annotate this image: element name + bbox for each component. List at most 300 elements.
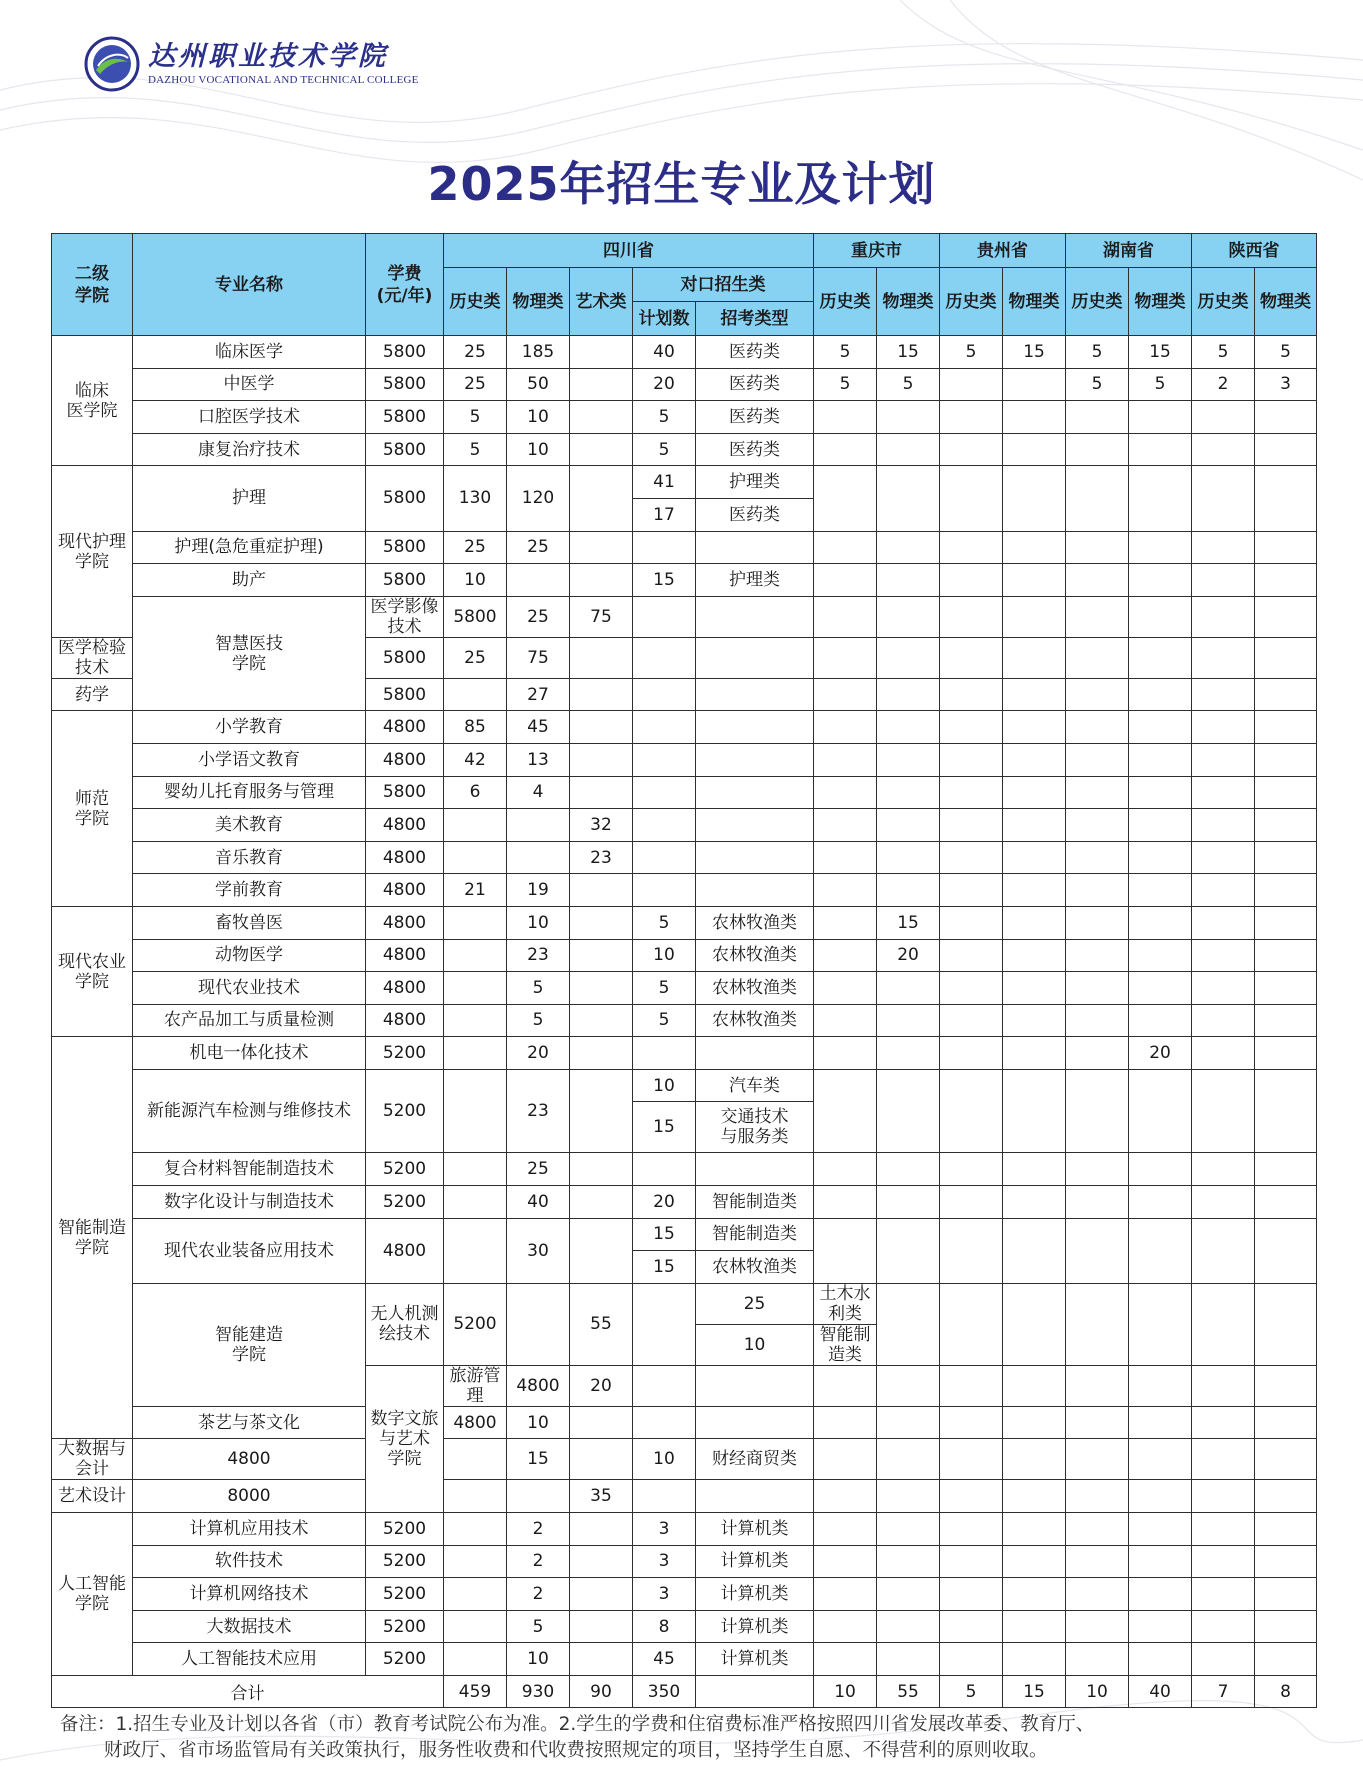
cq-history-cell [814, 433, 877, 466]
gz-history-cell [940, 809, 1003, 842]
hn-physics-cell: 15 [1129, 336, 1192, 369]
table-body [52, 336, 1317, 1676]
dk-plan-cell: 41 [633, 466, 696, 499]
sc-art-cell [570, 776, 633, 809]
sx-physics-cell [1255, 1439, 1317, 1480]
sc-history-cell [444, 1513, 507, 1546]
gz-history-cell [940, 1578, 1003, 1611]
gz-history-cell [1003, 1283, 1066, 1365]
header-sc-art: 艺术类 [570, 268, 633, 336]
sc-history-cell [444, 1610, 507, 1643]
sc-physics-cell: 55 [570, 1283, 633, 1365]
sx-history-cell [1192, 1439, 1255, 1480]
major-cell: 医学影像技术 [366, 596, 444, 637]
sc-history-cell: 10 [444, 564, 507, 597]
dk-plan-cell: 3 [633, 1513, 696, 1546]
sx-history-cell [1192, 711, 1255, 744]
fee-cell: 4800 [366, 743, 444, 776]
sc-art-cell [570, 368, 633, 401]
cq-physics-cell [940, 596, 1003, 637]
sc-art-cell [633, 596, 696, 637]
sx-physics-cell [1255, 809, 1317, 842]
total-sc-art: 90 [570, 1676, 633, 1708]
hn-physics-cell [1129, 531, 1192, 564]
table-row [52, 1643, 1317, 1676]
cq-physics-cell [877, 1480, 940, 1513]
gz-history-cell [1066, 1365, 1129, 1406]
dk-type-cell [696, 743, 814, 776]
sc-physics-cell [507, 1480, 570, 1513]
sc-art-cell [570, 1578, 633, 1611]
gz-physics-cell [1003, 368, 1066, 401]
sc-history-cell [444, 1186, 507, 1219]
hn-physics-cell [1129, 433, 1192, 466]
sc-physics-cell: 50 [507, 368, 570, 401]
sc-art-cell [570, 906, 633, 939]
sc-history-cell [444, 678, 507, 711]
major-cell: 计算机应用技术 [133, 1513, 366, 1546]
sx-history-cell [1255, 1283, 1317, 1365]
cq-history-cell [814, 841, 877, 874]
header-plan-count: 计划数 [633, 302, 696, 336]
sc-history-cell: 25 [444, 368, 507, 401]
hn-history-cell [1192, 1365, 1255, 1406]
sc-physics-cell [570, 1406, 633, 1439]
sc-history-cell: 25 [444, 531, 507, 564]
college-cell: 智能制造 学院 [52, 1037, 133, 1439]
cq-physics-cell [877, 1513, 940, 1546]
sc-physics-cell: 120 [507, 466, 570, 531]
major-cell: 医学检验技术 [52, 637, 133, 678]
gz-history-cell [940, 1153, 1003, 1186]
gz-physics-cell [1003, 401, 1066, 434]
dk-plan-cell [633, 711, 696, 744]
dk-plan-cell: 20 [633, 1186, 696, 1219]
sc-physics-cell [507, 564, 570, 597]
dk-type-cell: 计算机类 [696, 1578, 814, 1611]
fee-cell: 5200 [366, 1643, 444, 1676]
dk-type-cell: 护理类 [696, 564, 814, 597]
table-row [52, 1186, 1317, 1219]
sc-art-cell [570, 1037, 633, 1070]
sc-history-cell [444, 1480, 507, 1513]
sx-history-cell [1192, 906, 1255, 939]
hn-physics-cell [1129, 564, 1192, 597]
major-cell: 药学 [52, 678, 133, 711]
gz-physics-cell [1003, 1218, 1066, 1283]
sc-history-cell: 5 [444, 433, 507, 466]
gz-physics-cell [1003, 972, 1066, 1005]
dk-type-cell: 汽车类 [696, 1069, 814, 1102]
sc-history-cell: 10 [507, 1406, 570, 1439]
sc-history-cell [444, 906, 507, 939]
college-cell: 智能建造 学院 [133, 1283, 366, 1406]
gz-physics-cell [1003, 906, 1066, 939]
dk-type-cell [696, 637, 814, 678]
dk-plan-cell [633, 1153, 696, 1186]
major-cell: 动物医学 [133, 939, 366, 972]
sc-history-cell: 5 [444, 401, 507, 434]
sc-physics-cell: 2 [507, 1513, 570, 1546]
hn-history-cell [1066, 466, 1129, 531]
sc-art-cell [570, 1153, 633, 1186]
gz-physics-cell [1129, 1365, 1192, 1406]
sx-history-cell [1192, 743, 1255, 776]
hn-history-cell [1066, 1186, 1129, 1219]
sx-physics-cell [1255, 1004, 1317, 1037]
sc-physics-cell: 25 [507, 1153, 570, 1186]
cq-physics-cell [877, 564, 940, 597]
header-major: 专业名称 [133, 234, 366, 336]
hn-physics-cell [1129, 1218, 1192, 1283]
total-gz-physics: 15 [1003, 1676, 1066, 1708]
cq-history-cell [814, 637, 877, 678]
hn-physics-cell [1192, 1406, 1255, 1439]
gz-history-cell [940, 564, 1003, 597]
cq-history-cell [940, 1365, 1003, 1406]
gz-history-cell [940, 368, 1003, 401]
dk-type-cell [696, 1037, 814, 1070]
sx-physics-cell [1255, 401, 1317, 434]
hn-history-cell [1066, 1218, 1129, 1283]
cq-history-cell [814, 678, 877, 711]
hn-history-cell [1066, 743, 1129, 776]
hn-history-cell [1066, 972, 1129, 1005]
header-sc-physics: 物理类 [507, 268, 570, 336]
table-row [52, 1406, 1317, 1439]
cq-history-cell [877, 1406, 940, 1439]
footnote [60, 1712, 1320, 1764]
fee-cell: 5200 [444, 1283, 507, 1365]
hn-physics-cell: 20 [1129, 1037, 1192, 1070]
hn-physics-cell [1129, 874, 1192, 907]
major-cell: 新能源汽车检测与维修技术 [133, 1069, 366, 1153]
cq-physics-cell [877, 1439, 940, 1480]
sc-physics-cell: 15 [507, 1439, 570, 1480]
table-row [52, 368, 1317, 401]
major-cell: 软件技术 [133, 1545, 366, 1578]
major-cell: 大数据技术 [133, 1610, 366, 1643]
header-cq-physics: 物理类 [877, 268, 940, 336]
fee-cell: 5200 [366, 1513, 444, 1546]
gz-history-cell [940, 776, 1003, 809]
sc-art-cell [633, 1406, 696, 1439]
sx-physics-cell [1255, 433, 1317, 466]
fee-cell: 4800 [366, 1004, 444, 1037]
fee-cell: 5800 [366, 531, 444, 564]
gz-history-cell [940, 531, 1003, 564]
dk-plan-cell: 5 [633, 1004, 696, 1037]
cq-physics-cell [877, 776, 940, 809]
dk-plan-cell [633, 531, 696, 564]
dk-type-cell [696, 874, 814, 907]
sc-physics-cell: 40 [507, 1186, 570, 1219]
sc-physics-cell: 5 [507, 1004, 570, 1037]
hn-history-cell [1066, 939, 1129, 972]
dk-type-cell [814, 596, 877, 637]
dk-plan-cell: 17 [633, 498, 696, 531]
cq-physics-cell [877, 678, 940, 711]
gz-history-cell [940, 1545, 1003, 1578]
gz-history-cell [940, 637, 1003, 678]
dk-plan-cell: 10 [633, 1069, 696, 1102]
sx-history-cell [1192, 531, 1255, 564]
sx-physics-cell [1255, 1218, 1317, 1283]
hn-history-cell [1129, 1406, 1192, 1439]
header-hunan: 湖南省 [1066, 234, 1192, 268]
sc-art-cell [570, 531, 633, 564]
cq-physics-cell [877, 1578, 940, 1611]
cq-history-cell [814, 809, 877, 842]
total-hn-history: 10 [1066, 1676, 1129, 1708]
gz-history-cell [940, 401, 1003, 434]
sc-history-cell [444, 1153, 507, 1186]
college-cell: 人工智能 学院 [52, 1513, 133, 1676]
cq-physics-cell [877, 1186, 940, 1219]
sx-physics-cell [1255, 637, 1317, 678]
cq-history-cell: 5 [814, 336, 877, 369]
major-cell: 计算机网络技术 [133, 1578, 366, 1611]
sc-art-cell [570, 711, 633, 744]
cq-history-cell [877, 1283, 940, 1365]
sc-physics-cell: 23 [507, 939, 570, 972]
total-sc-history: 459 [444, 1676, 507, 1708]
sc-history-cell [444, 1037, 507, 1070]
gz-physics-cell [1003, 1069, 1066, 1153]
sx-physics-cell [1255, 1153, 1317, 1186]
cq-physics-cell [940, 1406, 1003, 1439]
table-row [52, 564, 1317, 597]
hn-history-cell [1066, 401, 1129, 434]
dk-plan-cell: 45 [633, 1643, 696, 1676]
dk-type-cell: 医药类 [696, 368, 814, 401]
table-row [52, 874, 1317, 907]
sx-physics-cell [1255, 466, 1317, 531]
table-row [52, 906, 1317, 939]
cq-physics-cell [877, 1218, 940, 1283]
sc-physics-cell: 75 [570, 596, 633, 637]
sx-history-cell [1192, 1513, 1255, 1546]
sc-physics-cell: 10 [507, 401, 570, 434]
major-cell: 临床医学 [133, 336, 366, 369]
hn-history-cell [1066, 1037, 1129, 1070]
dk-plan-cell: 40 [633, 336, 696, 369]
sc-art-cell [633, 1283, 696, 1365]
sx-history-cell [1192, 1153, 1255, 1186]
cq-history-cell [814, 1578, 877, 1611]
sx-physics-cell [1255, 743, 1317, 776]
table-row [52, 1513, 1317, 1546]
table-row [52, 531, 1317, 564]
header-guizhou: 贵州省 [940, 234, 1066, 268]
sc-art-cell [570, 972, 633, 1005]
fee-cell: 5800 [366, 433, 444, 466]
gz-physics-cell [1003, 531, 1066, 564]
dk-plan-cell: 10 [633, 939, 696, 972]
hn-physics-cell [1129, 972, 1192, 1005]
hn-history-cell [1066, 1513, 1129, 1546]
sc-art-cell [570, 1545, 633, 1578]
hn-physics-cell [1129, 809, 1192, 842]
college-cell: 现代护理 学院 [52, 466, 133, 637]
table-row [52, 939, 1317, 972]
gz-physics-cell [1003, 711, 1066, 744]
fee-cell: 5800 [444, 596, 507, 637]
cq-history-cell [814, 1004, 877, 1037]
hn-physics-cell [1255, 1365, 1317, 1406]
fee-cell: 5800 [366, 368, 444, 401]
sc-physics-cell: 23 [507, 1069, 570, 1153]
hn-physics-cell [1129, 743, 1192, 776]
gz-history-cell: 5 [940, 336, 1003, 369]
major-cell: 人工智能技术应用 [133, 1643, 366, 1676]
dk-plan-cell [633, 841, 696, 874]
gz-physics-cell [1003, 1153, 1066, 1186]
sx-physics-cell [1255, 841, 1317, 874]
cq-physics-cell [877, 972, 940, 1005]
sx-history-cell [1192, 466, 1255, 531]
sc-physics-cell: 10 [507, 433, 570, 466]
sc-physics-cell: 10 [507, 906, 570, 939]
cq-physics-cell [877, 743, 940, 776]
dk-type-cell [814, 1406, 877, 1439]
fee-cell: 4800 [133, 1439, 366, 1480]
cq-history-cell [814, 1186, 877, 1219]
hn-history-cell [1066, 678, 1129, 711]
hn-history-cell: 5 [1066, 368, 1129, 401]
header-exam-type: 招考类型 [696, 302, 814, 336]
gz-history-cell [940, 906, 1003, 939]
fee-cell: 5800 [366, 564, 444, 597]
dk-plan-cell: 10 [633, 1439, 696, 1480]
major-cell: 数字化设计与制造技术 [133, 1186, 366, 1219]
sx-history-cell: 5 [1192, 336, 1255, 369]
sc-art-cell [570, 1069, 633, 1153]
hn-physics-cell [1129, 1186, 1192, 1219]
total-sx-physics: 8 [1255, 1676, 1317, 1708]
gz-history-cell [940, 1186, 1003, 1219]
hn-history-cell [1066, 711, 1129, 744]
table-row [52, 596, 1317, 637]
sx-physics-cell [1255, 776, 1317, 809]
sx-physics-cell [1255, 1480, 1317, 1513]
gz-physics-cell [1003, 841, 1066, 874]
dk-type-cell: 农林牧渔类 [696, 1004, 814, 1037]
sx-history-cell [1192, 1218, 1255, 1283]
sc-art-cell [570, 564, 633, 597]
sc-history-cell [444, 1578, 507, 1611]
sc-history-cell: 25 [507, 596, 570, 637]
hn-history-cell [1066, 1643, 1129, 1676]
fee-cell: 5800 [366, 336, 444, 369]
cq-history-cell [814, 874, 877, 907]
major-cell: 美术教育 [133, 809, 366, 842]
table-row [52, 776, 1317, 809]
dk-type-cell [877, 1365, 940, 1406]
gz-physics-cell [1003, 1513, 1066, 1546]
sc-history-cell [444, 1643, 507, 1676]
sx-history-cell [1192, 972, 1255, 1005]
table-row [52, 1004, 1317, 1037]
hn-physics-cell [1129, 1610, 1192, 1643]
total-hn-physics: 40 [1129, 1676, 1192, 1708]
gz-history-cell [940, 1643, 1003, 1676]
cq-physics-cell [877, 711, 940, 744]
cq-history-cell [814, 1439, 877, 1480]
hn-history-cell [1066, 874, 1129, 907]
sc-art-cell [570, 466, 633, 531]
sc-physics-cell: 30 [507, 1218, 570, 1283]
dk-type-cell: 农林牧渔类 [696, 906, 814, 939]
gz-history-cell [940, 841, 1003, 874]
dk-plan-cell: 5 [633, 433, 696, 466]
table-row [52, 841, 1317, 874]
dk-plan-cell: 8 [633, 1610, 696, 1643]
hn-physics-cell [1129, 401, 1192, 434]
hn-physics-cell [1129, 1153, 1192, 1186]
sc-art-cell [570, 1186, 633, 1219]
cq-history-cell [814, 1513, 877, 1546]
sc-art-cell [570, 1513, 633, 1546]
sx-history-cell [1192, 1004, 1255, 1037]
header-sichuan: 四川省 [444, 234, 814, 268]
table-row [52, 1480, 1317, 1513]
sc-art-cell [570, 939, 633, 972]
gz-history-cell [1003, 596, 1066, 637]
hn-history-cell [1066, 433, 1129, 466]
sc-art-cell: 32 [570, 809, 633, 842]
sc-physics-cell [633, 1365, 696, 1406]
dk-plan-cell [633, 678, 696, 711]
header-hn-history: 历史类 [1066, 268, 1129, 336]
dk-plan-cell [633, 637, 696, 678]
gz-history-cell [940, 972, 1003, 1005]
major-cell: 旅游管理 [444, 1365, 507, 1406]
major-cell: 艺术设计 [52, 1480, 133, 1513]
dk-type-cell: 医药类 [696, 433, 814, 466]
table-row [52, 972, 1317, 1005]
header-hn-physics: 物理类 [1129, 268, 1192, 336]
cq-physics-cell [877, 1004, 940, 1037]
dk-type-cell: 医药类 [696, 498, 814, 531]
dk-type-cell: 计算机类 [696, 1643, 814, 1676]
sc-physics-cell: 27 [507, 678, 570, 711]
gz-physics-cell [1003, 466, 1066, 531]
cq-physics-cell [877, 1545, 940, 1578]
hn-physics-cell [1129, 678, 1192, 711]
table-row [52, 1578, 1317, 1611]
cq-history-cell [814, 564, 877, 597]
cq-physics-cell [877, 401, 940, 434]
sc-history-cell: 6 [444, 776, 507, 809]
sc-art-cell [570, 637, 633, 678]
sc-art-cell [570, 1004, 633, 1037]
hn-history-cell [1066, 637, 1129, 678]
gz-physics-cell [1003, 1578, 1066, 1611]
dk-type-cell: 交通技术 与服务类 [696, 1102, 814, 1153]
sx-history-cell [1192, 776, 1255, 809]
fee-cell: 4800 [444, 1406, 507, 1439]
cq-history-cell [814, 972, 877, 1005]
sc-physics-cell: 5 [507, 972, 570, 1005]
dk-type-cell: 护理类 [696, 466, 814, 499]
dk-plan-cell [633, 1480, 696, 1513]
dk-type-cell: 财经商贸类 [696, 1439, 814, 1480]
sc-history-cell [444, 1545, 507, 1578]
table-row [52, 711, 1317, 744]
hn-history-cell [1066, 1439, 1129, 1480]
sc-history-cell: 25 [444, 336, 507, 369]
